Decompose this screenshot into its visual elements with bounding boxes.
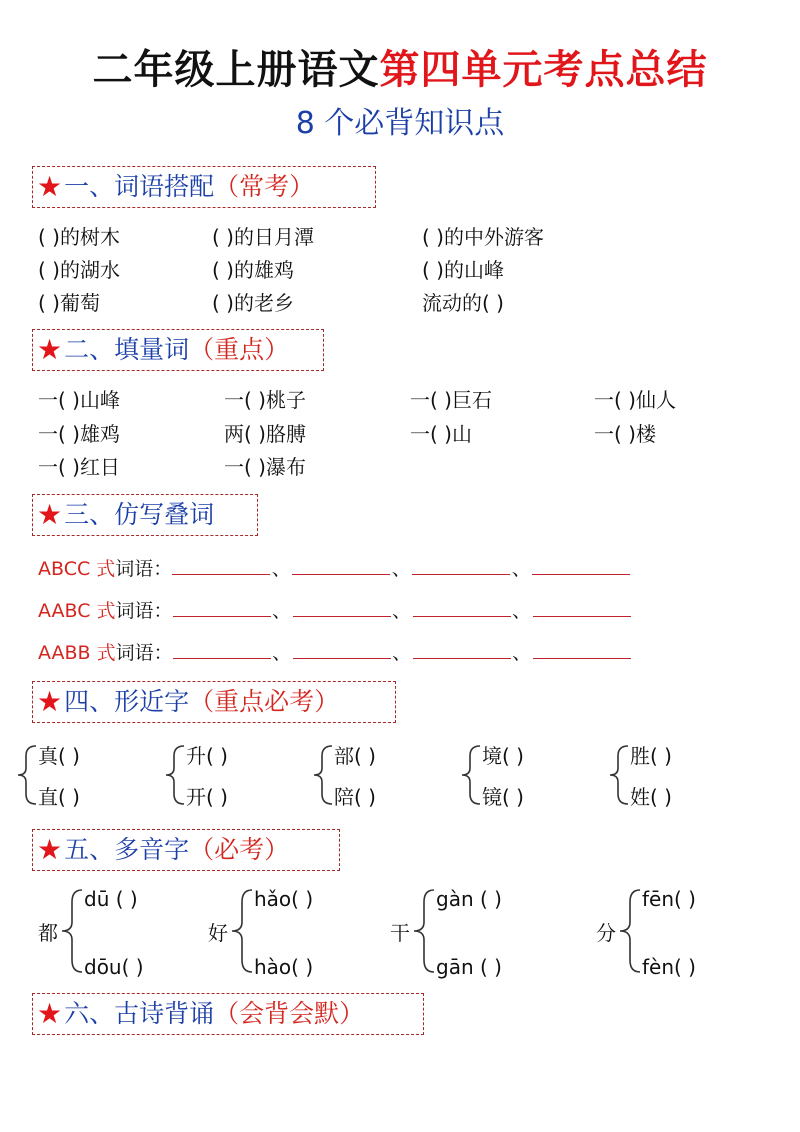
measure-item: 一( )山峰 (38, 388, 120, 412)
polyphone-top: gàn ( ) (436, 887, 502, 911)
section-tag: （重点必考） (189, 687, 340, 716)
measure-item: 一( )红日 (38, 455, 120, 479)
measure-item: 一( )雄鸡 (38, 422, 120, 446)
answer-blank[interactable] (533, 596, 631, 617)
answer-blank[interactable] (292, 554, 390, 575)
brace-icon (410, 888, 436, 974)
measure-item: 一( )瀑布 (224, 455, 306, 479)
measure-item: 一( )楼 (594, 422, 656, 446)
section-tag: （必考） (189, 835, 290, 864)
polyphone-bottom: dōu( ) (84, 955, 144, 979)
brace-icon (606, 744, 630, 806)
collocation-item: 流动的( ) (422, 291, 504, 315)
star-icon: ★ (37, 170, 63, 203)
similar-char-bottom: 直( ) (38, 785, 80, 809)
pattern-row: AABB 式词语： 、 、 、 (38, 638, 631, 667)
similar-char-bottom: 姓( ) (630, 785, 672, 809)
similar-char-top: 部( ) (334, 744, 376, 768)
section-number: 二、填量词 (64, 335, 190, 364)
brace-icon (458, 744, 482, 806)
measure-item: 两( )胳膊 (224, 422, 306, 446)
section-number: 六、古诗背诵 (64, 999, 215, 1028)
polyphone-bottom: hào( ) (254, 955, 314, 979)
collocation-item: ( )的树木 (38, 225, 120, 249)
similar-char-bottom: 镜( ) (482, 785, 524, 809)
polyphone-top: dū ( ) (84, 887, 138, 911)
pattern-label: AABC 式 (38, 600, 116, 622)
collocation-item: ( )的日月潭 (212, 225, 314, 249)
answer-blank[interactable] (412, 554, 510, 575)
answer-blank[interactable] (532, 554, 630, 575)
brace-icon (162, 744, 186, 806)
measure-item: 一( )桃子 (224, 388, 306, 412)
page-subtitle: 8 个必背知识点 (295, 106, 505, 141)
polyphone-char: 好 (208, 921, 228, 945)
section-number: 一、词语搭配 (64, 172, 215, 201)
brace-icon (228, 888, 254, 974)
answer-blank[interactable] (293, 596, 391, 617)
answer-blank[interactable] (173, 638, 271, 659)
pattern-suffix: 词语： (115, 642, 173, 664)
polyphone-char: 分 (596, 921, 616, 945)
pattern-label: ABCC 式 (38, 558, 116, 580)
collocation-item: ( )的雄鸡 (212, 258, 294, 282)
collocation-item: ( )的湖水 (38, 258, 120, 282)
collocation-item: ( )的山峰 (422, 258, 504, 282)
section-number: 五、多音字 (64, 835, 190, 864)
answer-blank[interactable] (173, 596, 271, 617)
answer-blank[interactable] (533, 638, 631, 659)
measure-item: 一( )仙人 (594, 388, 676, 412)
polyphone-char: 干 (390, 921, 410, 945)
similar-char-top: 升( ) (186, 744, 228, 768)
answer-blank[interactable] (293, 638, 391, 659)
collocation-item: ( )葡萄 (38, 291, 100, 315)
brace-icon (616, 888, 642, 974)
answer-blank[interactable] (413, 596, 511, 617)
section-number: 三、仿写叠词 (64, 500, 215, 529)
similar-char-top: 真( ) (38, 744, 80, 768)
section-heading-similar-chars (32, 681, 396, 723)
section-heading-poetry (32, 993, 424, 1035)
star-icon: ★ (37, 333, 63, 366)
pattern-suffix: 词语： (115, 600, 173, 622)
brace-icon (14, 744, 38, 806)
polyphone-bottom: gān ( ) (436, 955, 502, 979)
pattern-label: AABB 式 (38, 642, 116, 664)
polyphone-char: 都 (38, 921, 58, 945)
similar-char-bottom: 开( ) (186, 785, 228, 809)
section-number: 四、形近字 (64, 687, 190, 716)
section-heading-reduplication (32, 494, 258, 536)
title-black: 二年级上册语文 (92, 47, 380, 93)
measure-item: 一( )山 (410, 422, 472, 446)
polyphone-top: fēn( ) (642, 887, 696, 911)
page-title (0, 42, 800, 98)
pattern-suffix: 词语： (115, 558, 173, 580)
section-tag: （常考） (214, 172, 315, 201)
star-icon: ★ (37, 685, 63, 718)
collocation-item: ( )的老乡 (212, 291, 294, 315)
collocation-item: ( )的中外游客 (422, 225, 544, 249)
polyphone-bottom: fèn( ) (642, 955, 696, 979)
brace-icon (310, 744, 334, 806)
similar-char-top: 胜( ) (630, 744, 672, 768)
answer-blank[interactable] (413, 638, 511, 659)
section-heading-collocations (32, 166, 376, 208)
similar-char-top: 境( ) (482, 744, 524, 768)
star-icon: ★ (37, 833, 63, 866)
similar-char-bottom: 陪( ) (334, 785, 376, 809)
section-heading-polyphones (32, 829, 340, 871)
star-icon: ★ (37, 498, 63, 531)
pattern-row: AABC 式词语： 、 、 、 (38, 596, 631, 625)
pattern-row: ABCC 式词语： 、 、 、 (38, 554, 630, 583)
star-icon: ★ (37, 997, 63, 1030)
section-heading-measure-words (32, 329, 324, 371)
title-red: 第四单元考点总结 (379, 47, 708, 93)
section-tag: （会背会默） (214, 999, 365, 1028)
answer-blank[interactable] (172, 554, 270, 575)
measure-item: 一( )巨石 (410, 388, 492, 412)
brace-icon (58, 888, 84, 974)
section-tag: （重点） (189, 335, 290, 364)
polyphone-top: hǎo( ) (254, 887, 314, 911)
